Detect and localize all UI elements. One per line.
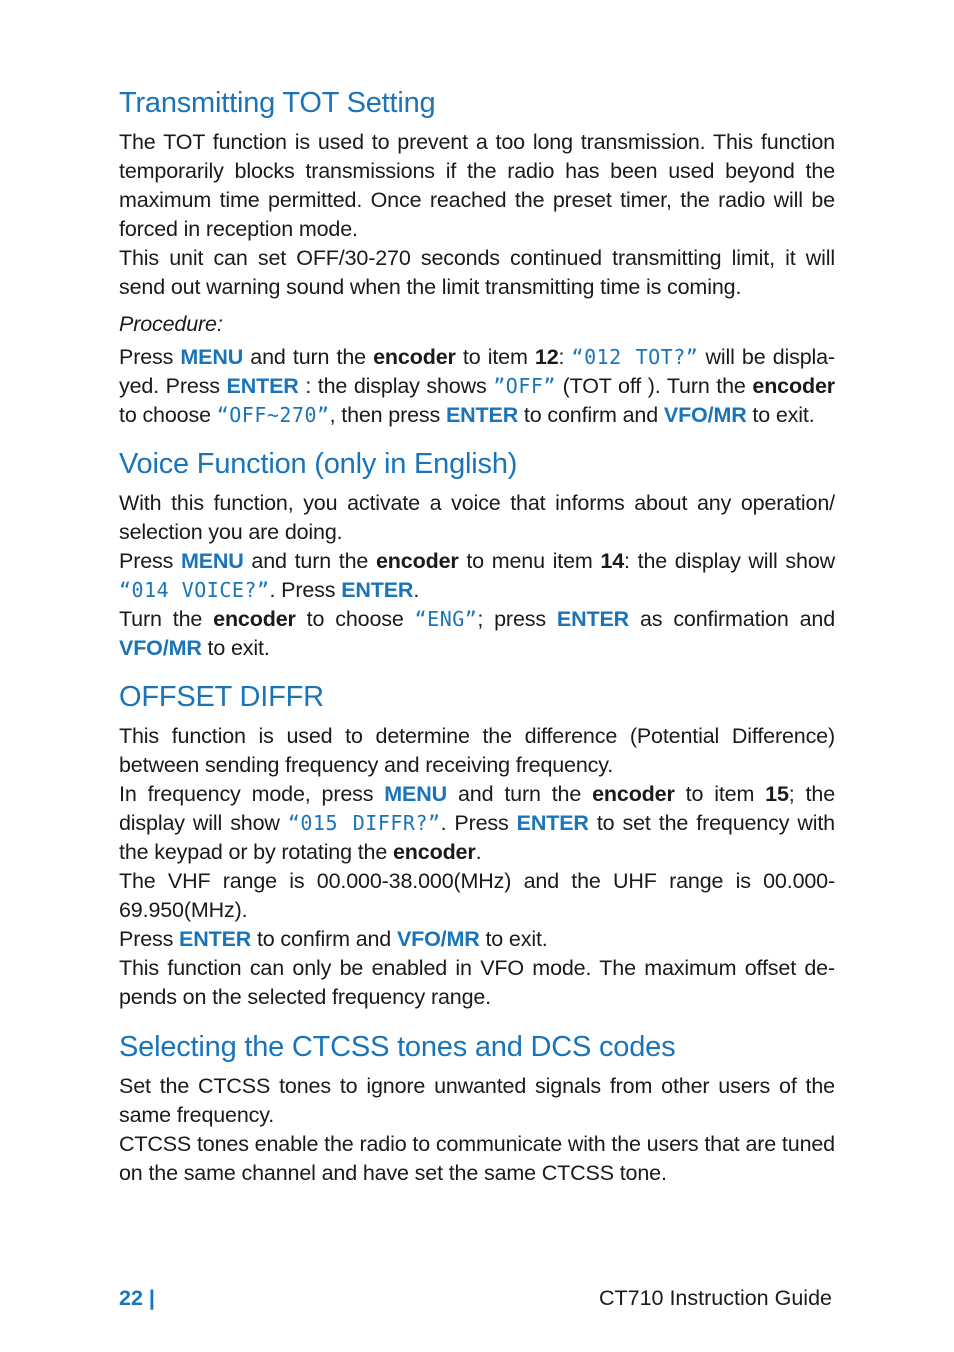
section-tot	[119, 86, 835, 430]
key-menu: MENU	[384, 782, 448, 806]
section-offset	[119, 680, 835, 1012]
display-text: “ENG”	[414, 607, 478, 631]
key-enter: ENTER	[445, 403, 519, 427]
paragraph-offset-step1: In frequency mode, press MENU and turn the encoder to item 15; the display will show “015 DIFFR?”. Press ENTER to set the frequency with the keypad or by rotating the encoder.	[119, 782, 835, 864]
paragraph-tot-procedure: Press MENU and turn the encoder to item 12: “012 TOT?” will be displa-yed. Press ENTER : the display shows ”OFF” (TOT off ). Turn the encoder to choose “OFF~270”, then press ENTER to confirm and VFO/MR to exit.	[119, 345, 835, 427]
paragraph-tot-limit: This unit can set OFF/30-270 seconds continued transmitting limit, it will send out warning sound when the limit transmitting time is coming.	[119, 246, 835, 299]
display-text: “014 VOICE?”	[119, 578, 270, 602]
section-ctcss	[119, 1030, 835, 1188]
key-vfo-mr: VFO/MR	[396, 927, 480, 951]
page-body	[119, 86, 835, 1188]
display-text: ”OFF”	[493, 374, 556, 398]
procedure-label: Procedure:	[119, 312, 223, 336]
paragraph-offset-note: This function can only be enabled in VFO mode. The maximum offset de-pends on the selected frequency range.	[119, 956, 835, 1009]
key-enter: ENTER	[516, 811, 589, 835]
display-text: “OFF~270”	[216, 403, 330, 427]
paragraph-tot-intro: The TOT function is used to prevent a too long transmission. This function temporarily blocks transmissions if the radio has been used beyond the maximum time permitted. Once reached the preset timer, the radio will be forced in reception mode.	[119, 130, 835, 241]
section-heading-ctcss: Selecting the CTCSS tones and DCS codes	[119, 1031, 676, 1063]
paragraph-ctcss-2: CTCSS tones enable the radio to communicate with the users that are tuned on the same channel and have set the same CTCSS tone.	[119, 1132, 835, 1185]
section-voice	[119, 447, 835, 663]
paragraph-offset-step2: Press ENTER to confirm and VFO/MR to exit.	[119, 927, 548, 951]
term-encoder: encoder	[592, 782, 675, 806]
key-vfo-mr: VFO/MR	[119, 636, 202, 660]
key-enter: ENTER	[226, 374, 299, 398]
term-encoder: encoder	[392, 840, 476, 864]
key-menu: MENU	[180, 549, 244, 573]
section-heading-tot: Transmitting TOT Setting	[119, 87, 436, 119]
term-encoder: encoder	[373, 345, 456, 369]
term-encoder: encoder	[376, 549, 459, 573]
paragraph-offset-range: The VHF range is 00.000-38.000(MHz) and the UHF range is 00.000-69.950(MHz).	[119, 869, 835, 922]
key-menu: MENU	[180, 345, 244, 369]
display-text: “015 DIFFR?”	[287, 811, 441, 835]
section-heading-voice: Voice Function (only in English)	[119, 448, 518, 480]
term-encoder: encoder	[752, 374, 835, 398]
paragraph-voice-step2: Turn the encoder to choose “ENG”; press ENTER as confirmation and VFO/MR to exit.	[119, 607, 836, 660]
paragraph-voice-intro: With this function, you activate a voice that informs about any operation/ selection you are doing.	[119, 491, 835, 544]
term-encoder: encoder	[213, 607, 296, 631]
guide-title: CT710 Instruction Guide	[598, 1286, 832, 1310]
paragraph-voice-step1: Press MENU and turn the encoder to menu item 14: the display will show “014 VOICE?”. Press ENTER.	[119, 549, 836, 602]
paragraph-offset-intro: This function is used to determine the difference (Potential Difference) between sending frequency and receiving frequency.	[119, 724, 835, 777]
paragraph-ctcss-1: Set the CTCSS tones to ignore unwanted signals from other users of the same frequency.	[119, 1074, 835, 1127]
display-text: “012 TOT?”	[571, 345, 699, 369]
item-number: 12	[534, 345, 559, 369]
key-enter: ENTER	[556, 607, 630, 631]
key-enter: ENTER	[179, 927, 252, 951]
key-vfo-mr: VFO/MR	[663, 403, 747, 427]
item-number: 14	[600, 549, 625, 573]
page-number: 22 |	[119, 1286, 155, 1310]
key-enter: ENTER	[341, 578, 414, 602]
item-number: 15	[765, 782, 789, 806]
section-heading-offset: OFFSET DIFFR	[119, 681, 324, 713]
